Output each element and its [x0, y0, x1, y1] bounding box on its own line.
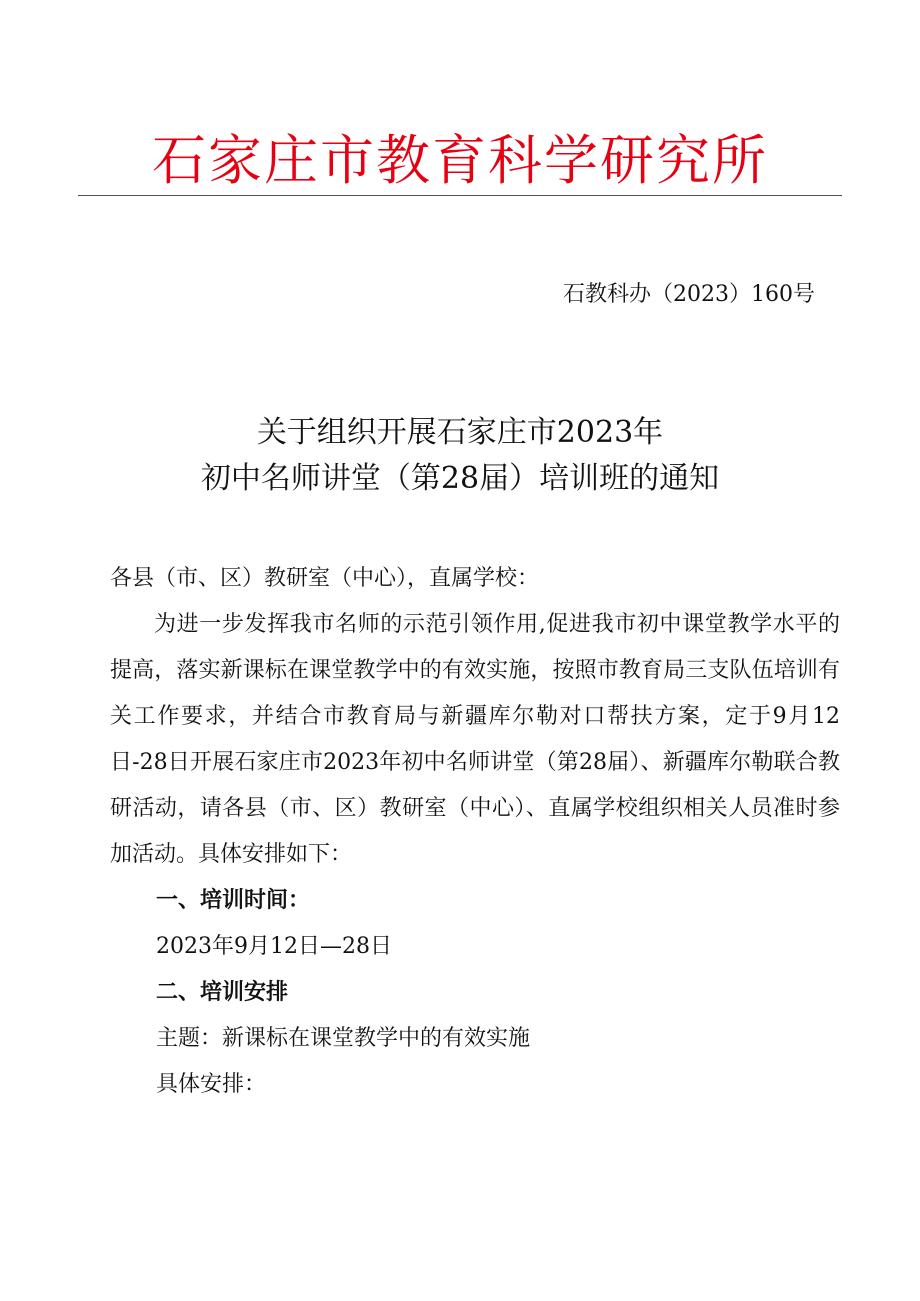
notice-title-line-1: 关于组织开展石家庄市2023年: [256, 415, 664, 450]
notice-title-line-2: 初中名师讲堂（第28届）培训班的通知: [200, 461, 720, 496]
section-2-details-label: 具体安排：: [156, 1072, 267, 1097]
body-paragraph: 为进一步发挥我市名师的示范引领作用,促进我市初中课堂教学水平的提高，落实新课标在课堂教学中的有效实施，按照市教育局三支队伍培训有关工作要求，并结合市教育局与新疆库尔勒对口帮扶方案，定于9月12日-28日开展石家庄市2023年初中名师讲堂（第28届）、新疆库尔勒联合教研活动，请各县（市、区）教研室（中心）、直属学校组织相关人员准时参加活动。具体安排如下：: [110, 612, 840, 867]
section-2-heading: 二、培训安排: [156, 980, 289, 1005]
header-divider: [78, 195, 842, 196]
section-1-heading: 一、培训时间：: [156, 888, 311, 913]
salutation: 各县（市、区）教研室（中心），直属学校：: [110, 566, 540, 591]
notice-title: [80, 410, 840, 502]
institution-name-header: 石家庄市教育科学研究所: [152, 129, 768, 192]
section-2-theme: 主题：新课标在课堂教学中的有效实施: [156, 1026, 531, 1051]
section-1-content: 2023年9月12日—28日: [156, 934, 392, 959]
document-number: 石教科办（2023）160号: [563, 282, 815, 307]
